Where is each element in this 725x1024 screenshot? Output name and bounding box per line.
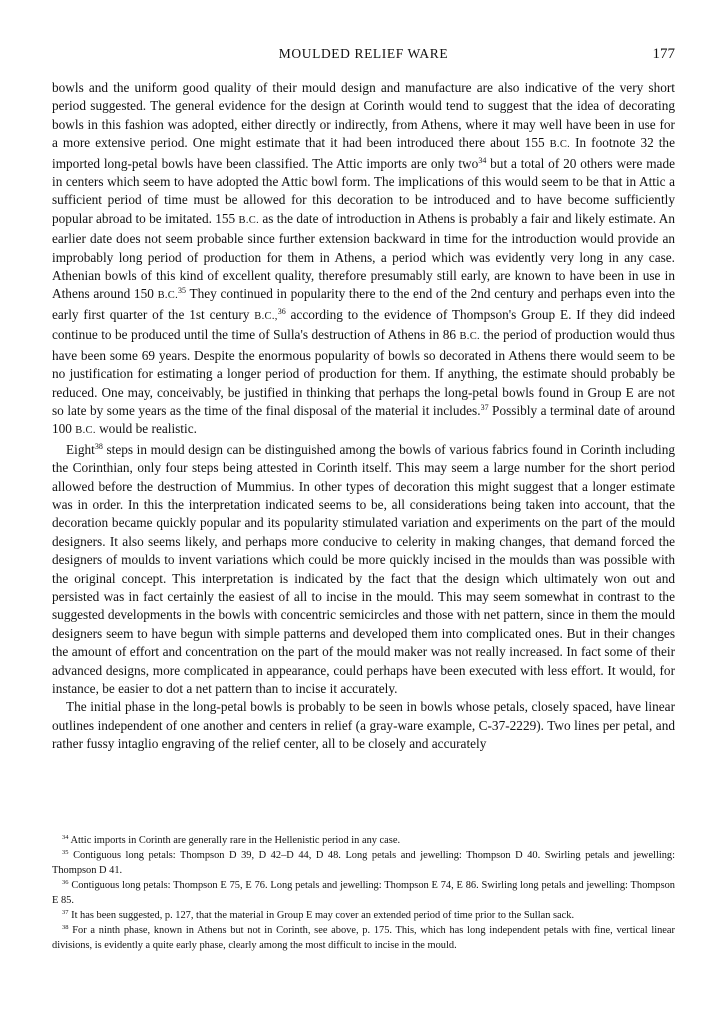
era-abbrev: B.C. xyxy=(238,214,260,226)
footnote-ref-36[interactable]: 36 xyxy=(277,306,286,316)
text-run: They continued in popularity there to the end of the 2nd century and perhaps even into the early first quarter of the 1st century xyxy=(52,286,676,322)
footnote-34 xyxy=(52,833,675,848)
era-abbrev: B.C. xyxy=(549,139,571,151)
footnote-text: It has been suggested, p. 127, that the material in Group E may cover an extended period of time prior to the Sullan sack. xyxy=(71,910,575,921)
paragraph-2 xyxy=(52,441,675,699)
footnote-text: Attic imports in Corinth are generally rare in the Hellenistic period in any case. xyxy=(70,835,401,846)
footnote-ref-38[interactable]: 38 xyxy=(94,441,103,451)
footnote-ref-37[interactable]: 37 xyxy=(480,402,489,412)
footnote-text: For a ninth phase, known in Athens but not in Corinth, see above, p. 175. This, which has long independent petals with fine, vertical linear divisions, is evidently a quite early phase, clearly among the most difficult to incise in the mould. xyxy=(52,925,675,951)
footnote-number: 36 xyxy=(62,879,69,886)
era-abbrev: B.C. xyxy=(75,425,96,437)
era-abbrev: B.C., xyxy=(254,310,278,322)
footnote-ref-35[interactable]: 35 xyxy=(178,286,187,296)
text-run: the period of production would thus have been some 69 years. Despite the enormous popularity of bowls so decorated in Athens there would seem to be no justification for estimating a longer period of production for them. If anything, the estimate should probably be reduced. One may, conceivably, be justified in thinking that perhaps the long-petal bowls found in Group E are not so late by some years as the time of the final disposal of the material it includes. xyxy=(52,327,675,418)
text-run: according to the evidence of Thompson's Group E. If they did indeed continue to be produced until the time of Sulla's destruction of Athens in 86 xyxy=(52,306,676,343)
text-run: would be realistic. xyxy=(95,421,197,437)
page-number: 177 xyxy=(652,46,675,62)
footnote-36 xyxy=(52,878,675,908)
page-header xyxy=(52,46,675,66)
footnote-38 xyxy=(52,923,675,953)
footnote-ref-34[interactable]: 34 xyxy=(478,155,487,165)
footnote-number: 38 xyxy=(62,924,69,931)
text-run: Eight xyxy=(66,441,95,457)
footnote-text: Contiguous long petals: Thompson E 75, E 76. Long petals and jewelling: Thompson E 74, E 86. Swirling long petals and jewelling: Thompson E 85. xyxy=(52,880,675,906)
paragraph-1 xyxy=(52,79,675,441)
running-head: MOULDED RELIEF WARE xyxy=(278,46,449,61)
text-run: Possibly a terminal date of around 100 xyxy=(52,402,675,437)
text-run: but a total of 20 others were made in centers which seem to have adopted the Attic bowl form. The implications of this would seem to be that in Attic a sufficient period of time must be allowed for this decoration to be introduced and to have become sufficiently popular abroad to be imitated. 155 xyxy=(52,155,675,226)
footnote-35 xyxy=(52,848,675,878)
era-abbrev: B.C. xyxy=(459,331,480,343)
body-text xyxy=(52,79,675,754)
footnote-number: 35 xyxy=(62,849,69,856)
footnote-number: 37 xyxy=(62,909,69,916)
footnote-number: 34 xyxy=(62,834,69,841)
text-run: bowls and the uniform good quality of their mould design and manufacture are also indicative of the very short period suggested. The general evidence for the design at Corinth would tend to suggest that the idea of decorating bowls in this fashion was adopted, either directly or indirectly, from Athens, where it may well have been in use for a more extensive period. One might estimate that it had been introduced there about 155 xyxy=(52,80,675,151)
footnote-text: Contiguous long petals: Thompson D 39, D 42–D 44, D 48. Long petals and jewelling: Thompson D 40. Swirling petals and jewelling: Thompson D 41. xyxy=(52,850,675,876)
footnote-37 xyxy=(52,908,675,923)
text-run: In footnote 32 the imported long-petal bowls have been classified. The Attic imports are only two xyxy=(52,135,675,171)
text-run: as the date of introduction in Athens is probably a fair and likely estimate. An earlier date does not seem probable since further extension backward in time for the introduction would provide an improbably long period of production for them in Athens, a period which was evidently very long in any case. Athenian bowls of this kind of excellent quality, therefore presumably still early, are known to have been in use in Athens around 150 xyxy=(52,210,675,302)
era-abbrev: B.C. xyxy=(157,290,179,302)
text-run: steps in mould design can be distinguished among the bowls of various fabrics found in Corinth including the Corinthian, only four steps being attested in Corinth itself. This may seem a large number for the short period allowed before the destruction of Mummius. In other types of decoration this might suggest that a longer estimate was in order. In this the interpretation indicated seems to be, all considerations being taken into account, that the decoration became quickly popular and its popularity stimulated variation and experiments on the part of the mould designers. It also seems likely, and perhaps more conducive to celerity in making changes, that demand forced the designers of moulds to invent variations which could be more quickly incised in the moulds than was possible with the original concept. This interpretation is indicated by the fact that the design which ultimately won out and persisted was in fact certainly the easiest of all to incise in the mould. This may seem somewhat in contrast to the suggested developments in the bowls with concentric semicircles and those with net pattern, since in them the mould designers seem to have begun with simple patterns and developed them into complicated ones. But in their changes the amount of effort and concentration on the part of the mould maker was not really increased. In fact some of their advanced designs, more complicated in appearance, could perhaps have been executed with less effort. It would, for instance, be easier to dot a net pattern than to incise it accurately. xyxy=(52,441,675,696)
paragraph-3: The initial phase in the long-petal bowls is probably to be seen in bowls whose petals, closely spaced, have linear outlines independent of one another and centers in relief (a gray-ware example, C-37-2229). Two lines per petal, and rather fussy intaglio engraving of the relief center, all to be closely and accurately xyxy=(52,699,675,752)
footnotes xyxy=(52,833,675,953)
